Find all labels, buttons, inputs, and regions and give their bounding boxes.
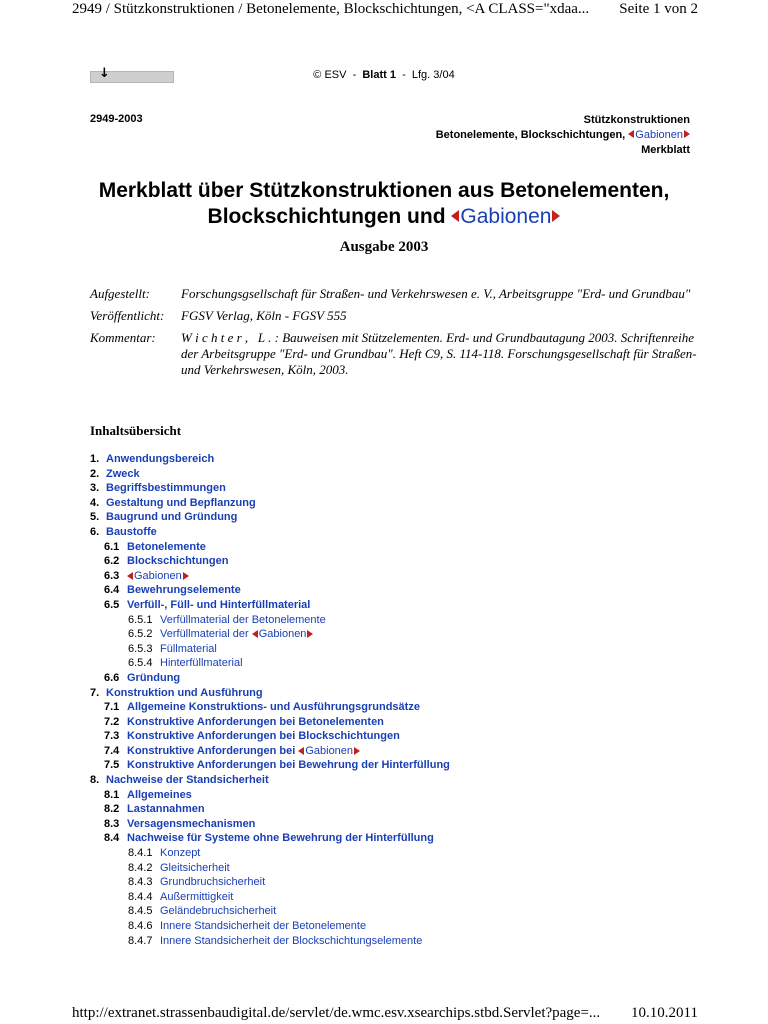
toc-item[interactable] bbox=[90, 861, 690, 876]
toc-item[interactable] bbox=[90, 904, 690, 919]
toc-item[interactable] bbox=[90, 890, 690, 905]
toc-item[interactable] bbox=[90, 540, 690, 555]
table-of-contents bbox=[90, 452, 690, 948]
page-title bbox=[0, 178, 768, 230]
meta-value: FGSV Verlag, Köln - FGSV 555 bbox=[181, 308, 347, 323]
toc-highlight[interactable]: Gabionen bbox=[305, 744, 354, 757]
toc-link[interactable]: Allgemeines bbox=[127, 788, 192, 801]
highlight-start-marker-icon bbox=[628, 130, 634, 138]
toc-link[interactable]: Gestaltung und Bepflanzung bbox=[106, 496, 256, 509]
toc-link[interactable]: Konstruktive Anforderungen bei Blockschichtungen bbox=[127, 730, 400, 743]
toc-number: 2. bbox=[90, 467, 100, 480]
toc-number: 3. bbox=[90, 482, 100, 495]
toc-number: 6.5 bbox=[104, 598, 120, 611]
toc-number: 5. bbox=[90, 511, 100, 524]
toc-number: 8.4.3 bbox=[128, 876, 153, 889]
toc-item[interactable] bbox=[90, 671, 690, 686]
toc-item[interactable] bbox=[90, 554, 690, 569]
source-prefix: © ESV - bbox=[313, 69, 363, 81]
toc-number: 7.3 bbox=[104, 730, 120, 743]
sheet-label: Blatt 1 bbox=[362, 69, 396, 81]
toc-number: 4. bbox=[90, 496, 100, 509]
toc-link[interactable]: Konstruktive Anforderungen bei Betonelementen bbox=[127, 715, 384, 728]
toc-item[interactable] bbox=[90, 875, 690, 890]
toc-link[interactable]: Innere Standsicherheit der Blockschichtungselemente bbox=[160, 934, 423, 947]
meta-row-aufgestellt bbox=[90, 286, 700, 302]
toc-number: 6.5.3 bbox=[128, 642, 153, 655]
subject-line-2 bbox=[436, 128, 690, 143]
toc-link[interactable]: Konstruktive Anforderungen bei bbox=[127, 744, 299, 757]
metadata-block bbox=[90, 286, 700, 384]
toc-number: 6.5.2 bbox=[128, 628, 153, 641]
toc-link[interactable]: Nachweise für Systeme ohne Bewehrung der Hinterfüllung bbox=[127, 832, 434, 845]
toc-link[interactable]: Allgemeine Konstruktions- und Ausführungsgrundsätze bbox=[127, 701, 420, 714]
toc-link[interactable]: Verfüllmaterial der Betonelemente bbox=[160, 613, 326, 626]
toc-item[interactable] bbox=[90, 496, 690, 511]
toc-number: 6.5.4 bbox=[128, 657, 153, 670]
toc-highlight[interactable]: Gabionen bbox=[134, 569, 182, 582]
toc-item[interactable] bbox=[90, 758, 690, 773]
toc-item[interactable] bbox=[90, 802, 690, 817]
meta-value bbox=[181, 330, 700, 378]
toc-item[interactable] bbox=[90, 481, 690, 496]
toc-item[interactable] bbox=[90, 729, 690, 744]
subject-line-2-text: Betonelemente, Blockschichtungen, bbox=[435, 129, 629, 141]
meta-key: Veröffentlicht: bbox=[90, 308, 165, 323]
meta-row-kommentar bbox=[90, 330, 700, 378]
toc-link[interactable]: Konstruktive Anforderungen bei Bewehrung der Hinterfüllung bbox=[127, 759, 450, 772]
toc-number: 8.4.7 bbox=[128, 934, 153, 947]
toc-number: 6.1 bbox=[104, 540, 120, 553]
meta-value: Forschungsgsellschaft für Straßen- und Verkehrswesen e. V., Arbeitsgruppe "Erd- und Grundbau" bbox=[181, 286, 691, 301]
toc-link[interactable]: Bewehrungselemente bbox=[127, 584, 241, 597]
title-line-2 bbox=[0, 204, 768, 230]
meta-comment-text: Bauweisen mit Stützelementen. Erd- und Grundbautagung 2003. Schriftenreihe der Arbeitsgruppe "Erd- und Grundbau". Heft C9, S. 114-118. Forschungsgesellschaft für Straßen- und Verkehrswesen, Köln, 2003. bbox=[181, 330, 697, 377]
toc-item[interactable] bbox=[90, 934, 690, 949]
toc-number: 8.4.6 bbox=[128, 920, 153, 932]
toc-link[interactable]: Baustoffe bbox=[106, 525, 157, 538]
toc-item[interactable] bbox=[90, 817, 690, 832]
highlight-start-marker-icon bbox=[127, 572, 133, 580]
toc-link[interactable]: Gleitsicherheit bbox=[160, 861, 230, 874]
toc-number: 8.2 bbox=[104, 803, 120, 816]
toc-number: 8.3 bbox=[104, 817, 120, 830]
toc-number: 7.1 bbox=[104, 701, 120, 714]
toc-number: 8.4.4 bbox=[128, 890, 153, 903]
toc-link[interactable]: Grundbruchsicherheit bbox=[160, 876, 266, 889]
toc-number: 6.6 bbox=[104, 671, 120, 684]
toc-link[interactable]: Außermittigkeit bbox=[160, 890, 234, 903]
toc-number: 8. bbox=[90, 774, 100, 787]
toc-item[interactable] bbox=[90, 773, 690, 788]
document-subject bbox=[436, 113, 690, 158]
highlight-end-marker-icon bbox=[354, 747, 360, 755]
toc-number: 8.1 bbox=[104, 788, 120, 801]
toc-item[interactable] bbox=[90, 642, 690, 657]
document-id: 2949-2003 bbox=[90, 113, 143, 125]
toc-number: 6.2 bbox=[104, 555, 120, 568]
toc-link[interactable]: Geländebruchsicherheit bbox=[160, 905, 277, 918]
title-line-2-text: Blockschichtungen und bbox=[207, 205, 452, 228]
subject-line-1: Stützkonstruktionen bbox=[583, 114, 690, 126]
meta-row-veroeffentlicht bbox=[90, 308, 700, 324]
toc-item[interactable] bbox=[90, 583, 690, 598]
toc-item[interactable] bbox=[90, 919, 690, 934]
toc-link[interactable]: Konzept bbox=[160, 847, 201, 860]
highlight-end-marker-icon bbox=[552, 210, 560, 222]
toc-item[interactable] bbox=[90, 686, 690, 701]
highlight-end-marker-icon bbox=[684, 130, 690, 138]
toc-link[interactable]: Füllmaterial bbox=[160, 642, 217, 655]
print-header-page: Seite 1 von 2 bbox=[619, 1, 698, 17]
toc-link[interactable]: Baugrund und Gründung bbox=[106, 511, 238, 524]
subject-highlight[interactable]: Gabionen bbox=[635, 129, 683, 141]
toc-item[interactable] bbox=[90, 744, 690, 759]
toc-link[interactable]: Konstruktion und Ausführung bbox=[106, 686, 263, 699]
toc-number: 1. bbox=[90, 453, 100, 465]
toc-item[interactable] bbox=[90, 627, 690, 642]
meta-key: Kommentar: bbox=[90, 330, 156, 345]
toc-item[interactable] bbox=[90, 715, 690, 730]
toc-number: 8.4 bbox=[104, 832, 120, 845]
toc-number: 8.4.2 bbox=[128, 861, 153, 874]
toc-number: 6.5.1 bbox=[128, 613, 153, 626]
toc-item[interactable] bbox=[90, 656, 690, 671]
toc-link[interactable]: Gründung bbox=[127, 671, 181, 684]
toc-number: 6.4 bbox=[104, 584, 120, 597]
toc-heading: Inhaltsübersicht bbox=[90, 423, 182, 438]
toc-link[interactable]: Blockschichtungen bbox=[127, 555, 229, 568]
toc-highlight[interactable]: Gabionen bbox=[258, 628, 307, 641]
toc-number: 6. bbox=[90, 525, 100, 538]
edition: Ausgabe 2003 bbox=[339, 239, 429, 255]
toc-number: 7.4 bbox=[104, 744, 120, 757]
toc-link[interactable]: Begriffsbestimmungen bbox=[106, 482, 226, 495]
highlight-start-marker-icon bbox=[451, 210, 459, 222]
toc-number: 6.3 bbox=[104, 569, 120, 582]
toc-link[interactable]: Betonelemente bbox=[127, 540, 206, 553]
arrow-down-icon: ↓ bbox=[99, 66, 110, 81]
toc-number: 8.4.1 bbox=[128, 847, 153, 860]
toc-number: 7.5 bbox=[104, 759, 120, 772]
title-line-1: Merkblatt über Stützkonstruktionen aus Betonelementen, bbox=[98, 179, 670, 202]
toc-link[interactable]: Anwendungsbereich bbox=[106, 453, 215, 465]
highlight-end-marker-icon bbox=[307, 630, 313, 638]
toc-item[interactable] bbox=[90, 700, 690, 715]
toc-item[interactable] bbox=[90, 525, 690, 540]
toc-item[interactable] bbox=[90, 788, 690, 803]
print-header bbox=[0, 0, 768, 22]
toc-item[interactable] bbox=[90, 467, 690, 482]
toc-link[interactable]: Zweck bbox=[106, 467, 140, 480]
source-line bbox=[0, 66, 768, 81]
print-footer-url: http://extranet.strassenbaudigital.de/servlet/de.wmc.esv.xsearchips.stbd.Servlet?page=... bbox=[72, 1005, 601, 1021]
toc-link[interactable]: Hinterfüllmaterial bbox=[160, 657, 243, 670]
meta-author: W i c h t e r , L . : bbox=[181, 330, 279, 345]
subject-line-3: Merkblatt bbox=[641, 144, 690, 156]
toc-link[interactable]: Verfüllmaterial der bbox=[160, 628, 252, 641]
print-header-title: 2949 / Stützkonstruktionen / Betonelemente, Blockschichtungen, <A CLASS="xdaa... bbox=[72, 1, 590, 17]
toc-link[interactable]: Versagensmechanismen bbox=[127, 817, 256, 830]
print-footer-date: 10.10.2011 bbox=[631, 1005, 698, 1021]
toc-item[interactable] bbox=[90, 846, 690, 861]
toc-item[interactable] bbox=[90, 510, 690, 525]
toc-number: 7. bbox=[90, 686, 100, 699]
toc-number: 7.2 bbox=[104, 715, 120, 728]
toc-item[interactable] bbox=[90, 452, 690, 467]
print-footer bbox=[0, 1003, 768, 1023]
highlight-start-marker-icon bbox=[252, 630, 258, 638]
toc-item[interactable] bbox=[90, 613, 690, 628]
toc-item[interactable] bbox=[90, 598, 690, 613]
toc-link[interactable]: Verfüll-, Füll- und Hinterfüllmaterial bbox=[127, 598, 311, 611]
toc-number: 8.4.5 bbox=[128, 905, 153, 918]
highlight-end-marker-icon bbox=[183, 572, 189, 580]
source-suffix: - Lfg. 3/04 bbox=[395, 69, 455, 81]
toc-link[interactable]: Innere Standsicherheit der Betonelemente bbox=[160, 920, 367, 932]
title-highlight[interactable]: Gabionen bbox=[460, 205, 552, 228]
toc-item[interactable] bbox=[90, 569, 690, 584]
toc-link[interactable]: Nachweise der Standsicherheit bbox=[106, 774, 269, 787]
highlight-start-marker-icon bbox=[298, 747, 304, 755]
toc-link[interactable]: Lastannahmen bbox=[127, 803, 205, 816]
toc-item[interactable] bbox=[90, 831, 690, 846]
meta-key: Aufgestellt: bbox=[90, 286, 150, 301]
